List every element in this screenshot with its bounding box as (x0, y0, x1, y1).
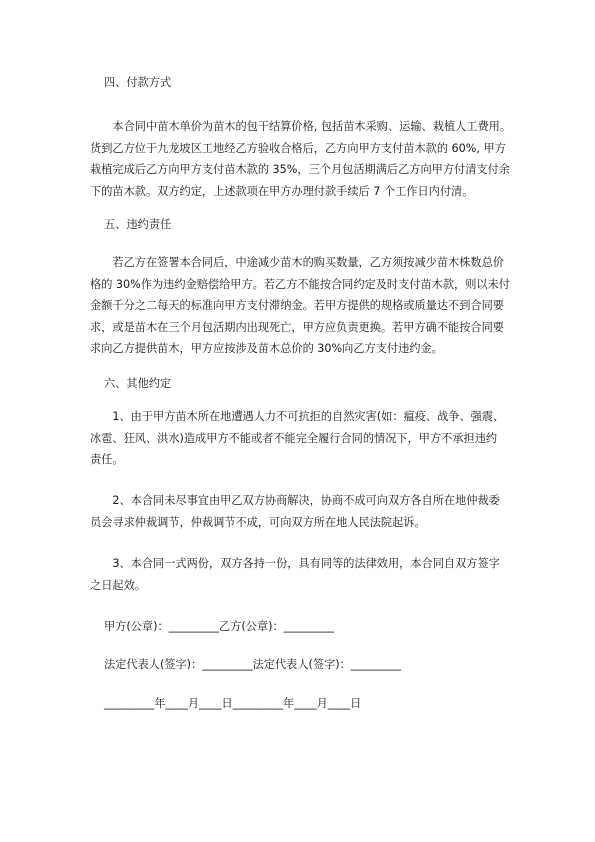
text-line: 之日起效。 (90, 578, 146, 592)
paragraph-liability (90, 252, 527, 360)
text-line: 2、本合同未尽事宜由甲乙双方协商解决，协商不成可向双方各自所在地仲裁委 (90, 494, 500, 507)
signature-party-line: 甲方(公章)：_________乙方(公章)：_________ (104, 620, 335, 633)
text-line: 栽植完成后乙方向甲方支付苗木款的 35%，三个月包活期满后乙方向甲方付清支付余 (90, 163, 510, 176)
section-heading-payment: 四、付款方式 (104, 76, 172, 89)
text-line: 货到乙方位于九龙坡区工地经乙方验收合格后，乙方向甲方支付苗木款的 60%, 甲方 (90, 141, 506, 155)
text-line: 责任。 (90, 453, 124, 466)
text-line: 求，或是苗木在三个月包活期内出现死亡，甲方应负责更换。若甲方确不能按合同要 (90, 320, 504, 334)
paragraph-force-majeure (90, 406, 527, 471)
text-line: 员会寻求仲裁调节，仲裁调节不成，可向双方所在地人民法院起诉。 (90, 515, 426, 529)
paragraph-payment (90, 116, 527, 202)
text-line: 金额千分之二每天的标准向甲方支付滞纳金。若甲方提供的规格或质量达不到合同要 (90, 299, 504, 312)
text-line: 3、本合同一式两份，双方各持一份，具有同等的法律效用，本合同自双方签字 (90, 557, 500, 570)
text-line: 下的苗木款。双方约定，上述款项在甲方办理付款手续后 7 个工作日内付清。 (90, 184, 474, 198)
signature-date-line: _________年____月____日_________年____月____日 (104, 697, 362, 710)
paragraph-dispute (90, 490, 527, 533)
text-line: 求向乙方提供苗木，甲方应按涉及苗木总价的 30%向乙方支付违约金。 (90, 342, 443, 355)
text-line: 若乙方在签署本合同后，中途减少苗木的购买数量，乙方须按减少苗木株数总价 (90, 256, 504, 269)
text-line: 格的 30%作为违约金赔偿给甲方。若乙方不能按合同约定及时支付苗木款，则以未付 (90, 277, 510, 291)
text-line: 冰雹、狂风、洪水)造成甲方不能或者不能完全履行合同的情况下，甲方不承担违约 (90, 431, 498, 445)
section-heading-liability: 五、违约责任 (104, 218, 172, 231)
paragraph-copies (90, 553, 527, 596)
text-line: 1、由于甲方苗木所在地遭遇人力不可抗拒的自然灾害(如：瘟疫、战争、强震、 (90, 410, 505, 423)
signature-representative-line: 法定代表人(签字)：_________法定代表人(签字)：_________ (104, 658, 402, 671)
text-line: 本合同中苗木单价为苗木的包干结算价格, 包括苗木采购、运输、栽植人工费用。 (90, 120, 512, 133)
section-heading-other: 六、其他约定 (104, 377, 172, 390)
